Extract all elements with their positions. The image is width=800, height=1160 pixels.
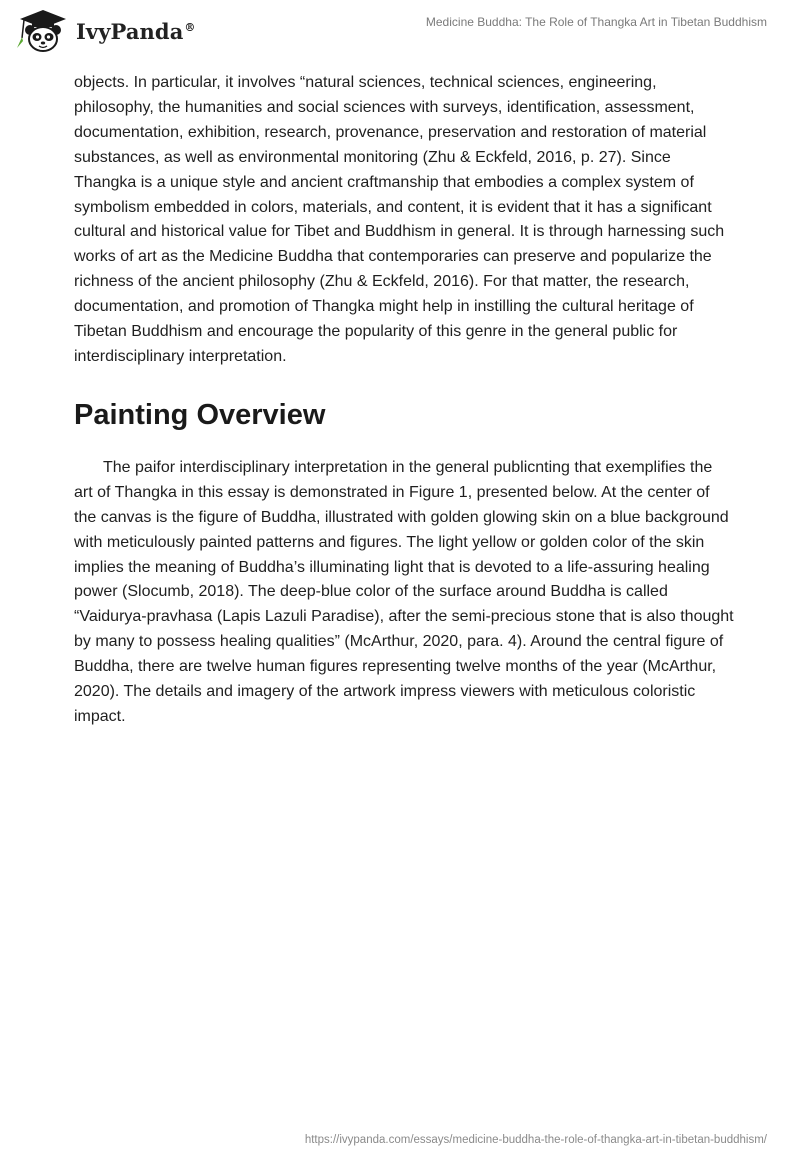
registered-mark: ® <box>184 20 196 34</box>
panda-graduate-icon <box>14 8 72 54</box>
ivypanda-logo[interactable] <box>14 8 196 54</box>
paragraph-2: The paifor interdisciplinary interpretation in the general publicnting that exemplifies the art of Thangka in this essay is demonstrated in Figure 1, presented below. At the center of the canvas is the figure of Buddha, illustrated with golden glowing skin on a blue background with meticulously painted patterns and figures. The light yellow or golden color of the skin implies the meaning of Buddha’s illuminating light that is devoted to a life-assuring healing power (Slocumb, 2018). The deep-blue color of the surface around Buddha is called “Vaidurya-pravhasa (Lapis Lazuli Paradise), after the semi-precious stone that is also thought by many to possess healing qualities” (McArthur, 2020, para. 4). Around the central figure of Buddha, there are twelve human figures representing twelve months of the year (McArthur, 2020). The details and imagery of the artwork impress viewers with meticulous coloristic impact. <box>74 458 734 725</box>
page-header <box>0 0 800 64</box>
section-heading: Painting Overview <box>74 398 326 431</box>
header-document-title: Medicine Buddha: The Role of Thangka Art in Tibetan Buddhism <box>425 15 767 29</box>
paragraph-1: objects. In particular, it involves “natural sciences, technical sciences, engineering, philosophy, the humanities and social sciences with surveys, identification, assessment, documentation, exhibition, research, provenance, preservation and restoration of material substances, as well as environmental monitoring (Zhu & Eckfeld, 2016, p. 27). Since Thangka is a unique style and ancient craftmanship that embodies a complex system of symbolism embedded in colors, materials, and content, it is evident that it has a significant cultural and historical value for Tibet and Buddhism in general. It is through harnessing such works of art as the Medicine Buddha that contemporaries can preserve and popularize the richness of the ancient philosophy (Zhu & Eckfeld, 2016). For that matter, the research, documentation, and promotion of Thangka might help in instilling the cultural heritage of Tibetan Buddhism and encourage the popularity of this genre in the general public for interdisciplinary interpretation. <box>74 74 725 365</box>
logo-wordmark: IvyPanda® <box>76 18 196 44</box>
footer-url[interactable]: https://ivypanda.com/essays/medicine-buddha-the-role-of-thangka-art-in-tibetan-buddhism/ <box>304 1134 767 1146</box>
essay-content <box>74 71 734 730</box>
